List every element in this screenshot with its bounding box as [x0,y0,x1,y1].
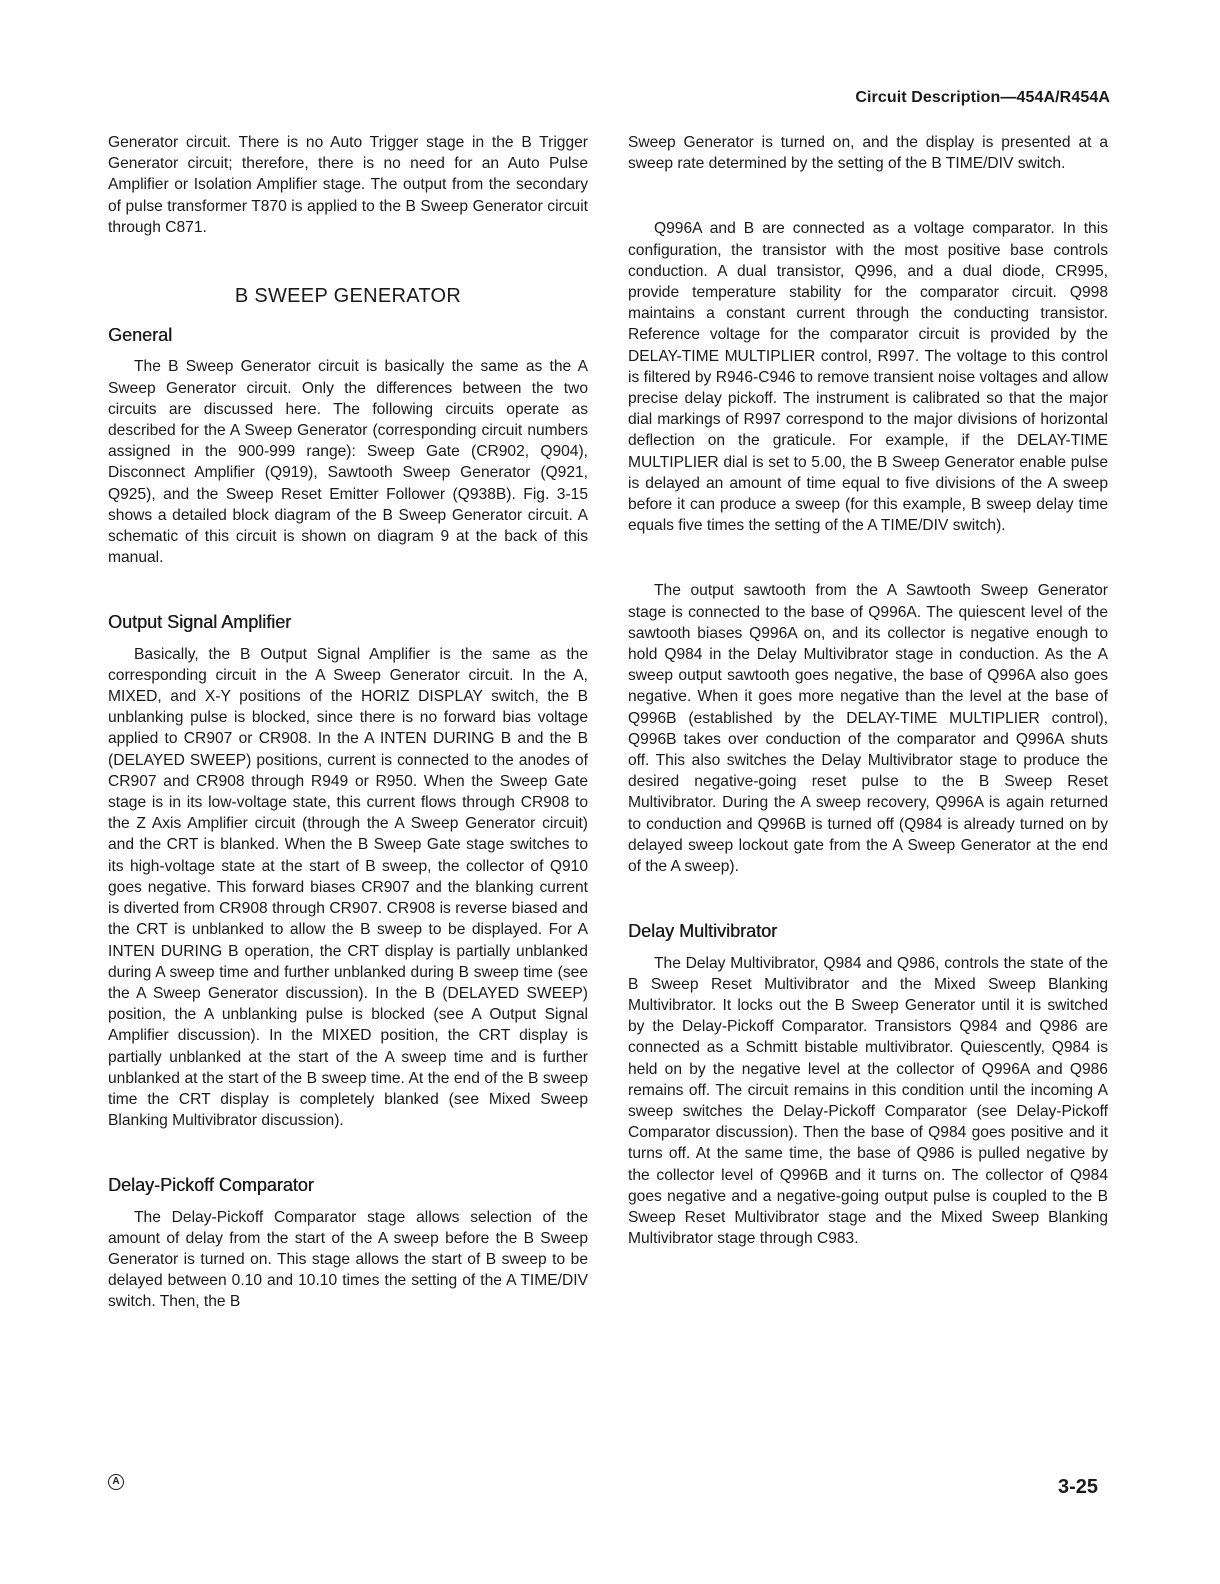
section-title: B SWEEP GENERATOR [234,285,462,308]
running-header: Circuit Description—454A/R454A [855,89,1110,106]
heading-delay-pickoff-comparator: Delay-Pickoff Comparator [108,1175,314,1196]
heading-delay-multivibrator: Delay Multivibrator [628,921,778,942]
paragraph-voltage-comparator: Q996A and B are connected as a voltage comparator. In this configuration, the transistor with the most positive base controls conduction. A dual transistor, Q996, and a dual diode, CR995, provide temperature stability for the comparator circuit. Q998 maintains a constant current through the conducting transistor. Reference voltage for the comparator circuit is provided by the DELAY-TIME MULTIPLIER control, R997. The voltage to this control is filtered by R946-C946 to remove transient noise voltages and allow precise delay pickoff. The instrument is calibrated so that the major dial markings of R997 correspond to the major divisions of horizontal deflection on the graticule. For example, if the DELAY-TIME MULTIPLIER dial is set to 5.00, the B Sweep Generator enable pulse is delayed an amount of time equal to five divisions of the A sweep before it can produce a sweep (for this example, B sweep delay time equals five times the setting of the A TIME/DIV switch). [628,220,1108,535]
paragraph-output-signal-amplifier: Basically, the B Output Signal Amplifier is the same as the corresponding circuit in the A Sweep Generator circuit. In the A, MIXED, and X-Y positions of the HORIZ DISPLAY switch, the B unblanking pulse is blocked, since there is no forward bias voltage applied to CR907 or CR908. In the A INTEN DURING B and the B (DELAYED SWEEP) positions, current is connected to the anodes of CR907 and CR908 through R949 or R950. When the Sweep Gate stage is in its low-voltage state, this current flows through CR908 to the Z Axis Amplifier circuit (through the A Sweep Generator circuit) and the CRT is blanked. When the B Sweep Gate stage switches to its high-voltage state at the start of B sweep, the collector of Q910 goes negative. This forward biases CR907 and the blanking current is diverted from CR908 through CR907. CR908 is reverse biased and the CRT is unblanked to allow the B sweep to be displayed. For A INTEN DURING B operation, the CRT display is partially unblanked during A sweep time and further unblanked during B sweep time (see the A Sweep Generator discussion). In the B (DELAYED SWEEP) position, the A unblanking pulse is blocked (see A Output Signal Amplifier discussion). In the MIXED position, the CRT display is partially unblanked at the start of the A sweep time and is further unblanked at the start of the B sweep time. At the end of the B sweep time the CRT display is completely blanked (see Mixed Sweep Blanking Multivibrator discussion). [108,645,588,1130]
paragraph-output-sawtooth: The output sawtooth from the A Sawtooth Sweep Generator stage is connected to the base of Q996A. The quiescent level of the sawtooth biases Q996A on, and its collector is negative enough to hold Q984 in the Delay Multivibrator stage in conduction. As the A sweep output sawtooth goes negative, the base of Q996A also goes negative. When it goes more negative than the level at the base of Q996B (established by the DELAY-TIME MULTIPLIER control), Q996B takes over conduction of the comparator and Q996A shuts off. This also switches the Delay Multivibrator stage to produce the desired negative-going reset pulse to the B Sweep Reset Multivibrator. During the A sweep recovery, Q996A is again returned to conduction and Q996B is turned off (Q984 is already turned on by delayed sweep lockout gate from the A Sweep Generator at the end of the A sweep). [628,582,1108,876]
page-number: 3-25 [1057,1476,1098,1498]
paragraph-trigger-continuation: Generator circuit. There is no Auto Trigger stage in the B Trigger Generator circuit; therefore, there is no need for an Auto Pulse Amplifier or Isolation Amplifier stage. The output from the secondary of pulse transformer T870 is applied to the B Sweep Generator circuit through C871. [108,134,588,236]
revision-mark-icon: A [108,1474,124,1490]
right-column [628,132,1108,1249]
heading-general: General [108,325,173,346]
paragraph-delay-pickoff-comparator: The Delay-Pickoff Comparator stage allows selection of the amount of delay from the start of the A sweep before the B Sweep Generator is turned on. This stage allows the start of B sweep to be delayed between 0.10 and 10.10 times the setting of the A TIME/DIV switch. Then, the B [108,1208,588,1311]
paragraph-delay-multivibrator: The Delay Multivibrator, Q984 and Q986, controls the state of the B Sweep Reset Multivibrator and the Mixed Sweep Blanking Multivibrator. It locks out the B Sweep Generator until it is switched by the Delay-Pickoff Comparator. Transistors Q984 and Q986 are connected as a Schmitt bistable multivibrator. Quiescently, Q984 is held on by the negative level at the collector of Q996A and Q986 remains off. The circuit remains in this condition until the incoming A sweep switches the Delay-Pickoff Comparator (see Delay-Pickoff Comparator discussion). Then the base of Q984 goes positive and it turns off. At the same time, the base of Q986 is pulled negative by the collector level of Q996B and it turns on. The collector of Q984 goes negative and a negative-going output pulse is coupled to the B Sweep Reset Multivibrator stage and the Mixed Sweep Blanking Multivibrator stage through C983. [628,954,1108,1248]
heading-output-signal-amplifier: Output Signal Amplifier [108,612,292,633]
left-column [108,132,588,1313]
paragraph-sweep-continuation: Sweep Generator is turned on, and the display is presented at a sweep rate determined by the setting of the B TIME/DIV switch. [628,134,1108,173]
paragraph-general: The B Sweep Generator circuit is basically the same as the A Sweep Generator circuit. Only the differences between the two circuits are discussed here. The following circuits operate as described for the A Sweep Generator (corresponding circuit numbers assigned in the 900-999 range): Sweep Gate (CR902, Q904), Disconnect Amplifier (Q919), Sawtooth Sweep Generator (Q921, Q925), and the Sweep Reset Emitter Follower (Q938B). Fig. 3-15 shows a detailed block diagram of the B Sweep Generator circuit. A schematic of this circuit is shown on diagram 9 at the back of this manual. [108,358,588,567]
